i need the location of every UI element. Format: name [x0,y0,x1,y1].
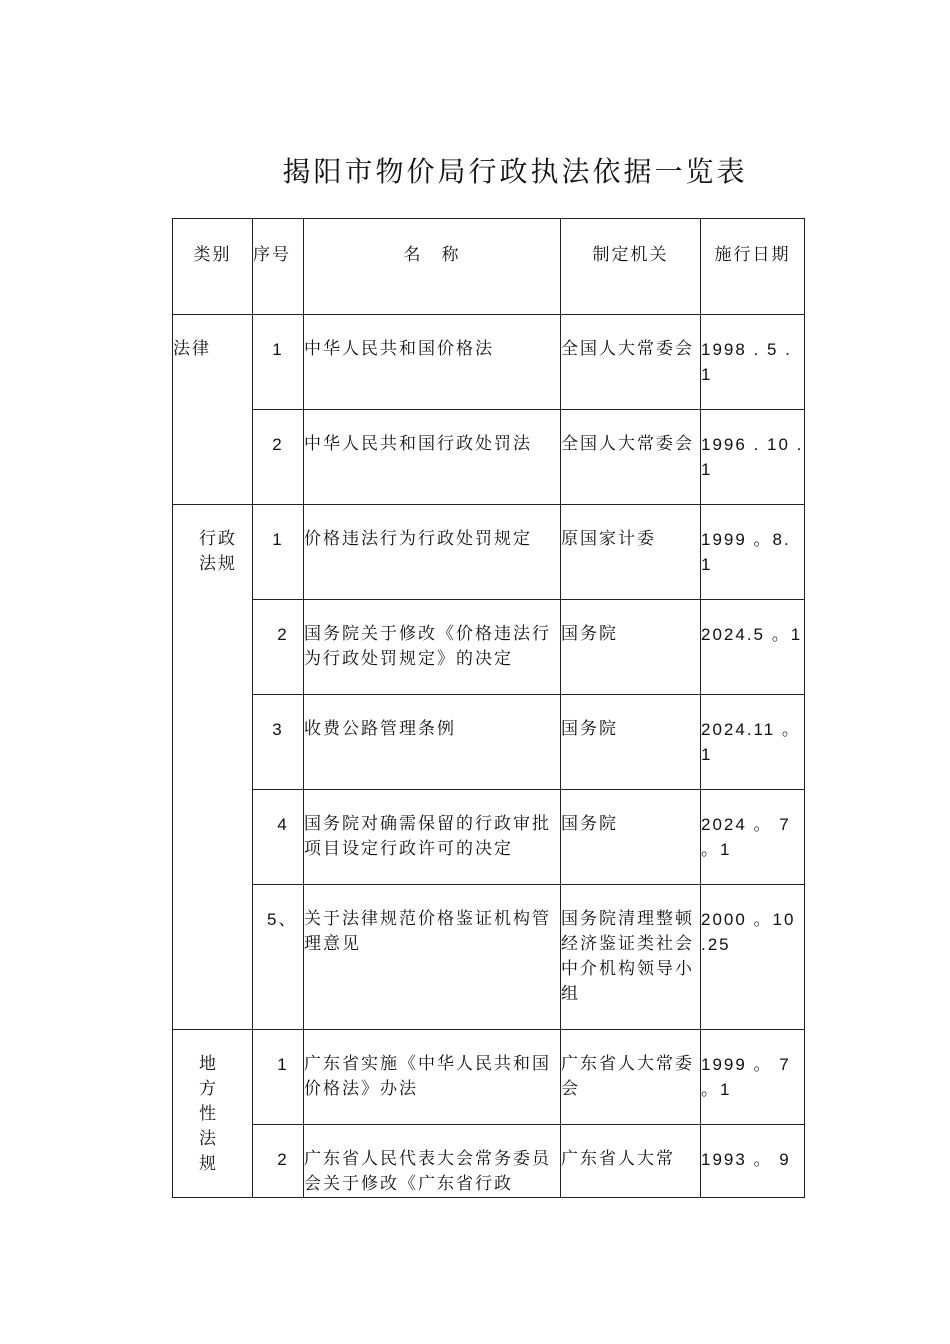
table-row [173,410,805,505]
row-name: 国务院关于修改《价格违法行为行政处罚规定》的决定 [304,600,561,695]
table-row [173,1125,805,1198]
row-name: 中华人民共和国价格法 [304,315,561,410]
row-no: 2 [253,410,304,505]
row-org: 广东省人大常 [561,1125,701,1198]
row-org: 国务院清理整顿经济鉴证类社会中介机构领导小组 [561,885,701,1030]
row-no: 2 [253,600,304,695]
table-row [173,315,805,410]
row-org: 国务院 [561,695,701,790]
row-org: 全国人大常委会 [561,315,701,410]
table-row [173,790,805,885]
row-no: 1 [253,505,304,600]
row-date: 2000 。10 .25 [701,885,805,1030]
row-date: 1999 。8. 1 [701,505,805,600]
row-org: 国务院 [561,600,701,695]
row-org: 全国人大常委会 [561,410,701,505]
page-title: 揭阳市物价局行政执法依据一览表 [282,155,748,188]
row-date: 2024 。 7 。1 [701,790,805,885]
row-name: 关于法律规范价格鉴证机构管理意见 [304,885,561,1030]
row-no: 4 [253,790,304,885]
header-no: 序号 [253,219,304,315]
row-date: 1996 . 10 . 1 [701,410,805,505]
row-org: 国务院 [561,790,701,885]
category-cell: 法律 [173,315,253,505]
row-date: 1998 . 5 . 1 [701,315,805,410]
table-header-row [173,219,805,315]
row-name: 中华人民共和国行政处罚法 [304,410,561,505]
row-no: 1 [253,1030,304,1125]
header-org: 制定机关 [561,219,701,315]
row-name: 国务院对确需保留的行政审批项目设定行政许可的决定 [304,790,561,885]
row-name: 价格违法行为行政处罚规定 [304,505,561,600]
row-no: 1 [253,315,304,410]
row-date: 2024.11 。1 [701,695,805,790]
table-row [173,505,805,600]
row-no: 5、 [253,885,304,1030]
category-cell: 地方性法规 [173,1030,253,1198]
row-no: 2 [253,1125,304,1198]
header-name: 名 称 [304,219,561,315]
row-no: 3 [253,695,304,790]
row-date: 1993 。 9 [701,1125,805,1198]
row-name: 广东省实施《中华人民共和国价格法》办法 [304,1030,561,1125]
header-category: 类别 [173,219,253,315]
table-row [173,885,805,1030]
table-row [173,1030,805,1125]
table-row [173,695,805,790]
row-name: 收费公路管理条例 [304,695,561,790]
enforcement-basis-table [172,218,805,1198]
header-date: 施行日期 [701,219,805,315]
row-date: 2024.5 。1 [701,600,805,695]
row-org: 原国家计委 [561,505,701,600]
table-row [173,600,805,695]
row-name: 广东省人民代表大会常务委员会关于修改《广东省行政 [304,1125,561,1198]
row-date: 1999 。 7 。1 [701,1030,805,1125]
category-cell: 行政法规 [173,505,253,1030]
row-org: 广东省人大常委会 [561,1030,701,1125]
